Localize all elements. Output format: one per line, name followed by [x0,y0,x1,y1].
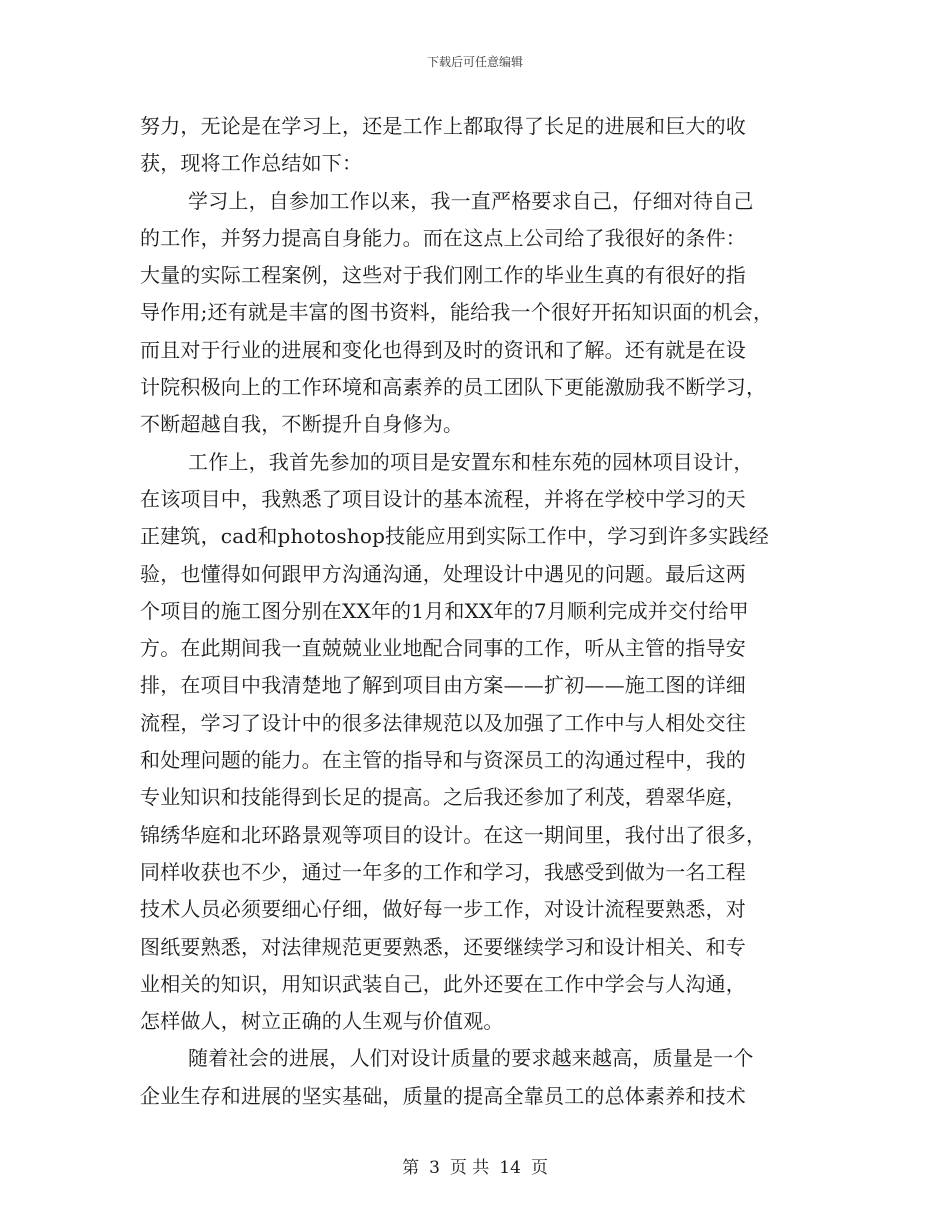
footer-prefix: 第 [402,1158,420,1178]
text-line: 验，也懂得如何跟甲方沟通沟通，处理设计中遇见的问题。最后这两 [140,561,746,586]
text-line: 个项目的施工图分别在XX年的1月和XX年的7月顺利完成并交付给甲 [140,598,749,623]
text-line: 排，在项目中我清楚地了解到项目由方案——扩初——施工图的详细 [140,673,746,698]
text-line: 图纸要熟悉，对法律规范更要熟悉，还要继续学习和设计相关、和专 [140,934,746,959]
text-line: 企业生存和进展的坚实基础，质量的提高全靠员工的总体素养和技术 [140,1083,746,1108]
text-line: 的工作，并努力提高自身能力。而在这点上公司给了我很好的条件： [140,225,746,250]
footer-total-pages: 14 [499,1158,521,1178]
footer-page-number: 3 [429,1158,440,1178]
text-line: 流程，学习了设计中的很多法律规范以及加强了工作中与人相处交往 [140,710,746,735]
document-body [140,108,816,1115]
footer-middle: 页 共 [449,1158,490,1178]
text-line: 方。在此期间我一直兢兢业业地配合同事的工作，听从主管的指导安 [140,636,746,661]
text-line: 技术人员必须要细心仔细，做好每一步工作，对设计流程要熟悉，对 [140,897,746,922]
text-line: 专业知识和技能得到长足的提高。之后我还参加了利茂，碧翠华庭， [140,785,746,810]
text-line: 在该项目中，我熟悉了项目设计的基本流程，并将在学校中学习的天 [140,486,746,511]
text-line: 不断超越自我，不断提升自身修为。 [140,412,464,437]
text-line: 同样收获也不少，通过一年多的工作和学习，我感受到做为一名工程 [140,859,746,884]
page-footer [0,1153,950,1178]
text-line: 计院积极向上的工作环境和高素养的员工团队下更能激励我不断学习， [140,375,767,400]
text-line: 工作上，我首先参加的项目是安置东和桂东苑的园林项目设计， [188,449,754,474]
text-line: 和处理问题的能力。在主管的指导和与资深员工的沟通过程中，我的 [140,748,746,773]
page-header: 下载后可任意编辑 [426,55,523,69]
text-line: 努力，无论是在学习上，还是工作上都取得了长足的进展和巨大的收 [140,114,746,138]
text-line: 获，现将工作总结如下： [140,151,363,176]
text-line: 随着社会的进展，人们对设计质量的要求越来越高，质量是一个 [188,1046,754,1071]
text-line: 导作用;还有就是丰富的图书资料，能给我一个很好开拓知识面的机会， [140,300,774,325]
text-line: 锦绣华庭和北环路景观等项目的设计。在这一期间里，我付出了很多， [140,822,767,847]
text-line: 大量的实际工程案例，这些对于我们刚工作的毕业生真的有很好的指 [140,263,746,288]
text-line: 学习上，自参加工作以来，我一直严格要求自己，仔细对待自己 [188,188,754,213]
text-line: 而且对于行业的进展和变化也得到及时的资讯和了解。还有就是在设 [140,337,746,362]
text-line: 正建筑，cad和photoshop技能应用到实际工作中，学习到许多实践经 [140,524,769,549]
text-line: 业相关的知识，用知识武装自己，此外还要在工作中学会与人沟通， [140,971,746,996]
footer-suffix: 页 [530,1158,548,1178]
text-line: 怎样做人，树立正确的人生观与价值观。 [140,1009,504,1034]
